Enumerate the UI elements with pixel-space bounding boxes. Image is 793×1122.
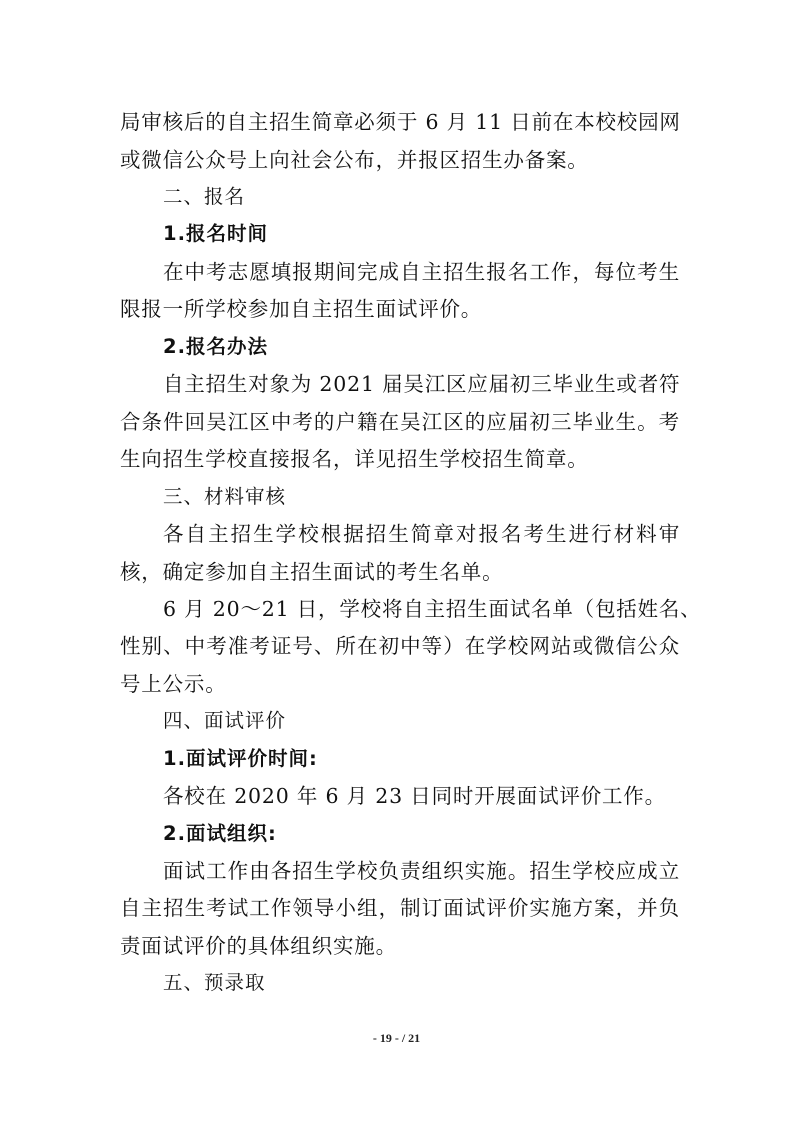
paragraph-line: 或微信公众号上向社会公布，并报区招生办备案。 [120, 148, 589, 172]
paragraph-line: 各自主招生学校根据招生简章对报名考生进行材料审 [163, 522, 680, 546]
page-number: - 19 - / 21 [372, 1031, 421, 1045]
subheading-interview-time: 1.面试评价时间: [163, 747, 318, 770]
paragraph-line: 自主招生考试工作领导小组，制订面试评价实施方案，并负 [120, 896, 680, 920]
paragraph-line: 性别、中考准考证号、所在初中等）在学校网站或微信公众 [120, 634, 680, 658]
paragraph-line: 核，确定参加自主招生面试的考生名单。 [120, 560, 504, 584]
paragraph-line: 号上公示。 [120, 672, 227, 696]
paragraph-line: 局审核后的自主招生简章必须于 6 月 11 日前在本校校园网 [120, 110, 681, 134]
paragraph-line: 在中考志愿填报期间完成自主招生报名工作，每位考生 [163, 260, 680, 284]
subheading-interview-organization: 2.面试组织: [163, 822, 277, 845]
paragraph-line: 责面试评价的具体组织实施。 [120, 934, 397, 958]
paragraph-line: 各校在 2020 年 6 月 23 日同时开展面试评价工作。 [163, 784, 666, 808]
section-heading-material-review: 三、材料审核 [163, 485, 287, 508]
section-heading-interview: 四、面试评价 [163, 709, 287, 732]
section-heading-pre-admission: 五、预录取 [163, 971, 266, 994]
paragraph-line: 生向招生学校直接报名，详见招生学校招生简章。 [120, 447, 589, 471]
paragraph-line: 限报一所学校参加自主招生面试评价。 [120, 297, 483, 321]
subheading-registration-time: 1.报名时间 [163, 222, 268, 245]
paragraph-line: 6 月 20～21 日，学校将自主招生面试名单（包括姓名、 [163, 597, 702, 621]
paragraph-line: 面试工作由各招生学校负责组织实施。招生学校应成立 [163, 859, 680, 883]
subheading-registration-method: 2.报名办法 [163, 335, 268, 358]
paragraph-line: 合条件回吴江区中考的户籍在吴江区的应届初三毕业生。考 [120, 410, 680, 434]
paragraph-line: 自主招生对象为 2021 届吴江区应届初三毕业生或者符 [163, 372, 681, 396]
section-heading-registration: 二、报名 [163, 185, 246, 208]
